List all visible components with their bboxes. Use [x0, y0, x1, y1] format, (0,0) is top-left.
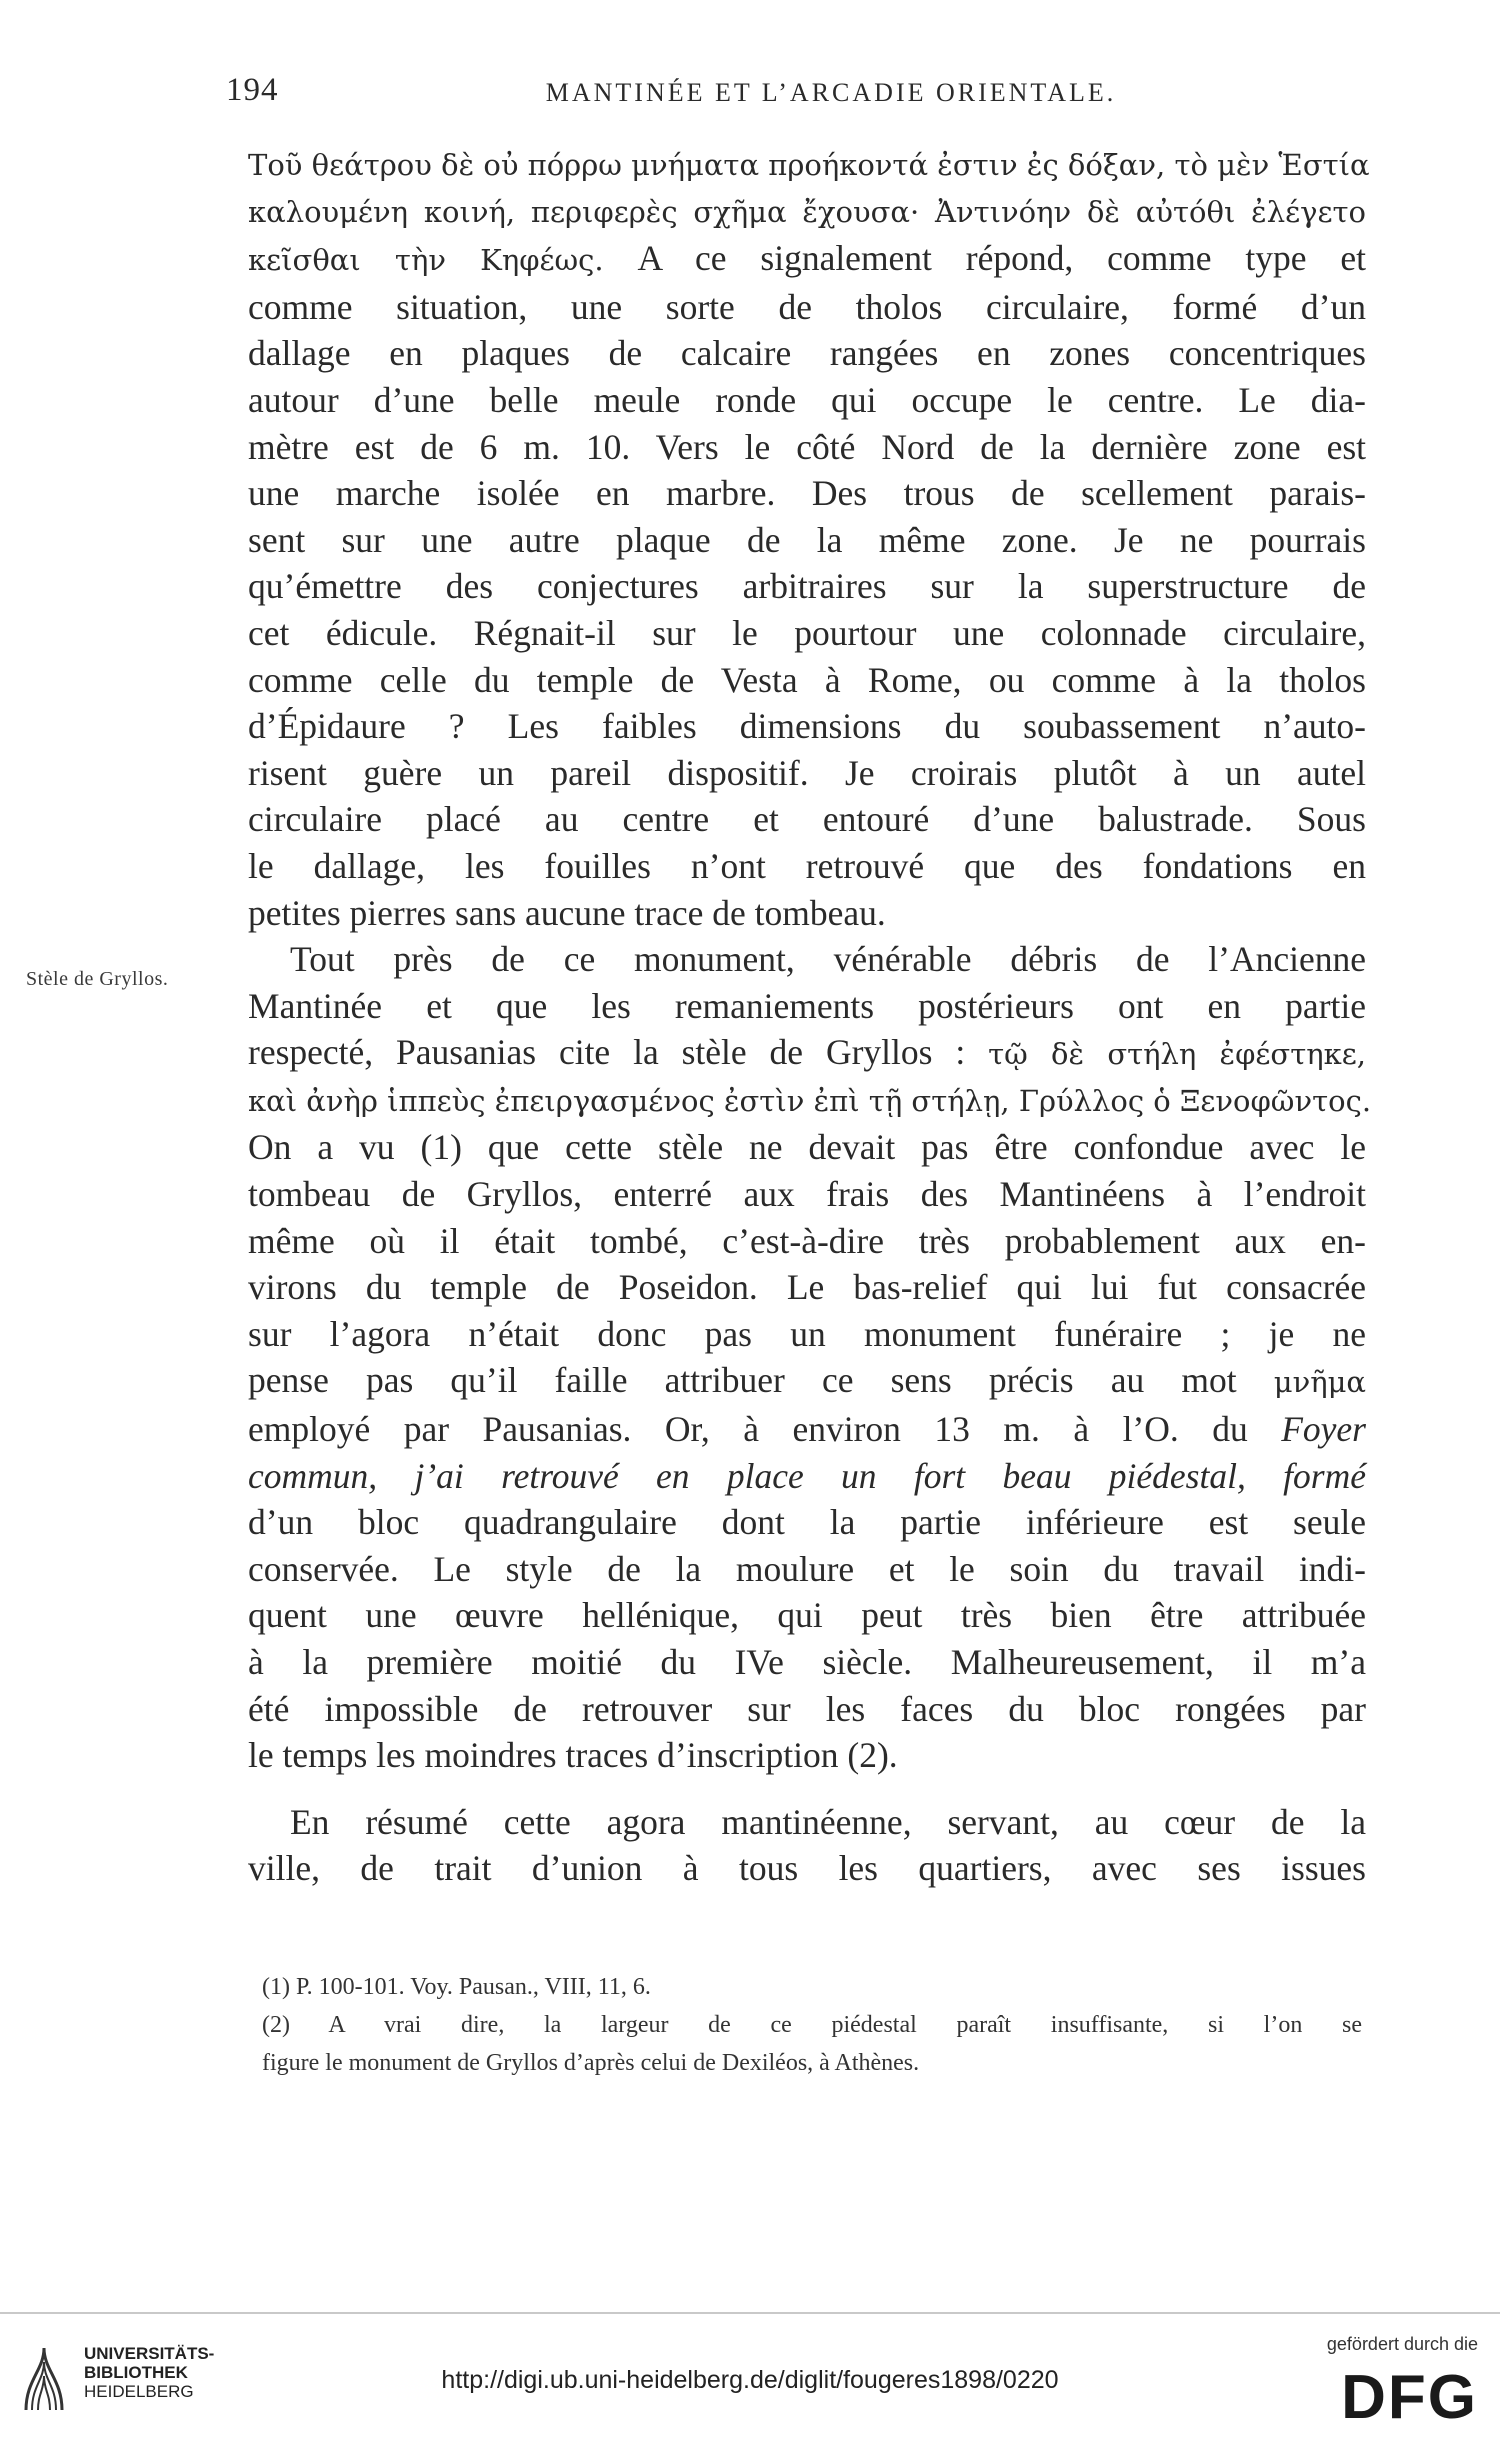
text-fragment: pense pas qu’il faille attribuer ce sens précis au mot [248, 1360, 1237, 1401]
footnote-2: (2) A vrai dire, la largeur de ce piédestal paraît insuffisante, si l’on se [262, 2012, 1362, 2038]
paragraph-gap [248, 1779, 1366, 1799]
text-line: qu’émettre des conjectures arbitraires sur la superstructure de [248, 566, 1366, 607]
body-text [248, 142, 1372, 1892]
footnote-2-continued: figure le monument de Gryllos d’après celui de Dexiléos, à Athènes. [262, 2050, 920, 2076]
text-line: En résumé cette agora mantinéenne, servant, au cœur de la [290, 1801, 1366, 1842]
text-line: petites pierres sans aucune trace de tombeau. [248, 892, 886, 933]
text-line: sur l’agora n’était donc pas un monument funéraire ; je ne [248, 1313, 1366, 1354]
italic-term: Foyer [1281, 1409, 1366, 1450]
library-name-line: BIBLIOTHEK [84, 2363, 188, 2382]
text-line: virons du temple de Poseidon. Le bas-relief qui lui fut consacrée [248, 1267, 1366, 1308]
text-line: le temps les moindres traces d’inscription (2). [248, 1735, 898, 1776]
text-line: circulaire placé au centre et entouré d’une balustrade. Sous [248, 799, 1366, 840]
text-line: dallage en plaques de calcaire rangées en zones concentriques [248, 333, 1366, 374]
text-line: Mantinée et que les remaniements postérieurs ont en partie [248, 985, 1366, 1026]
text-line: comme celle du temple de Vesta à Rome, ou comme à la tholos [248, 659, 1366, 700]
text-fragment: A ce signalement répond, comme type et [637, 238, 1366, 279]
text-line: à la première moitié du IVe siècle. Malheureusement, il m’a [248, 1642, 1366, 1682]
text-line [248, 1406, 1366, 1453]
dfg-logo: DFG [1341, 2363, 1478, 2432]
text-line: d’un bloc quadrangulaire dont la partie inférieure est seule [248, 1502, 1366, 1543]
footer [0, 2312, 1500, 2442]
library-name-line: UNIVERSITÄTS- [84, 2344, 215, 2363]
text-line: quent une œuvre hellénique, qui peut très bien être attribuée [248, 1595, 1366, 1636]
footnote-1: (1) P. 100-101. Voy. Pausan., VIII, 11, 6. [262, 1974, 651, 2000]
greek-quote: τῷ δὲ στήλη ἐφέστηκε, [988, 1037, 1366, 1072]
text-fragment: commun, j’ai retrouvé en place un fort beau piédestal, formé [248, 1455, 1366, 1496]
funding-note: gefördert durch die [1326, 2334, 1478, 2354]
text-fragment: respecté, Pausanias cite la stèle de Gryllos : [248, 1032, 966, 1073]
text-line: καλουμένη κοινή, περιφερὲς σχῆμα ἔχουσα· Ἀντινόην δὲ αὐτόθι ἐλέγετο [248, 194, 1366, 229]
text-line: d’Épidaure ? Les faibles dimensions du soubassement n’auto- [248, 706, 1366, 747]
text-line: mètre est de 6 m. 10. Vers le côté Nord de la dernière zone est [248, 426, 1366, 467]
page-header [226, 72, 1366, 116]
text-line: ville, de trait d’union à tous les quartiers, avec ses issues [248, 1848, 1366, 1889]
text-line: tombeau de Gryllos, enterré aux frais des Mantinéens à l’endroit [248, 1174, 1366, 1215]
text-line: même où il était tombé, c’est-à-dire très probablement aux en- [248, 1220, 1366, 1261]
source-url[interactable]: http://digi.ub.uni-heidelberg.de/diglit/fougeres1898/0220 [441, 2366, 1059, 2394]
margin-note: Stèle de Gryllos. [26, 968, 169, 990]
text-line: Τοῦ θεάτρου δὲ οὐ πόρρω μνήματα προήκοντά ἐστιν ἐς δόξαν, τὸ μὲν Ἑστία [248, 148, 1370, 182]
text-line: conservée. Le style de la moulure et le soin du travail indi- [248, 1548, 1366, 1589]
greek-word: μνῆμα [1273, 1365, 1367, 1400]
text-line [248, 1029, 1366, 1078]
text-line [248, 235, 1366, 284]
text-line: καὶ ἀνὴρ ἱππεὺς ἐπειργασμένος ἐστὶν ἐπὶ τῇ στήλῃ, Γρύλλος ὁ Ξενοφῶντος. [248, 1083, 1372, 1118]
footnotes [262, 1968, 1362, 2082]
text-line: le dallage, les fouilles n’ont retrouvé que des fondations en [248, 845, 1366, 886]
library-name-line: HEIDELBERG [84, 2382, 194, 2401]
page-number: 194 [226, 72, 279, 108]
text-line [248, 1357, 1366, 1406]
greek-quote: κεῖσθαι τὴν Κηφέως. [248, 243, 604, 278]
text-line: sent sur une autre plaque de la même zone. Je ne pourrais [248, 519, 1366, 560]
text-line: été impossible de retrouver sur les faces du bloc rongées par [248, 1688, 1366, 1729]
running-head: MANTINÉE ET L’ARCADIE ORIENTALE. [545, 78, 1117, 107]
text-line: risent guère un pareil dispositif. Je croirais plutôt à un autel [248, 752, 1366, 793]
text-line: autour d’une belle meule ronde qui occupe le centre. Le dia- [248, 379, 1366, 420]
text-line: Tout près de ce monument, vénérable débris de l’Ancienne [290, 939, 1366, 980]
text-fragment: employé par Pausanias. Or, à environ 13 m. à l’O. du [248, 1409, 1248, 1450]
text-line: comme situation, une sorte de tholos circulaire, formé d’un [248, 286, 1366, 327]
text-line: On a vu (1) que cette stèle ne devait pas être confondue avec le [248, 1127, 1366, 1168]
text-line: cet édicule. Régnait-il sur le pourtour une colonnade circulaire, [248, 612, 1366, 653]
text-line [248, 1453, 1366, 1500]
text-line: une marche isolée en marbre. Des trous de scellement parais- [248, 473, 1366, 514]
